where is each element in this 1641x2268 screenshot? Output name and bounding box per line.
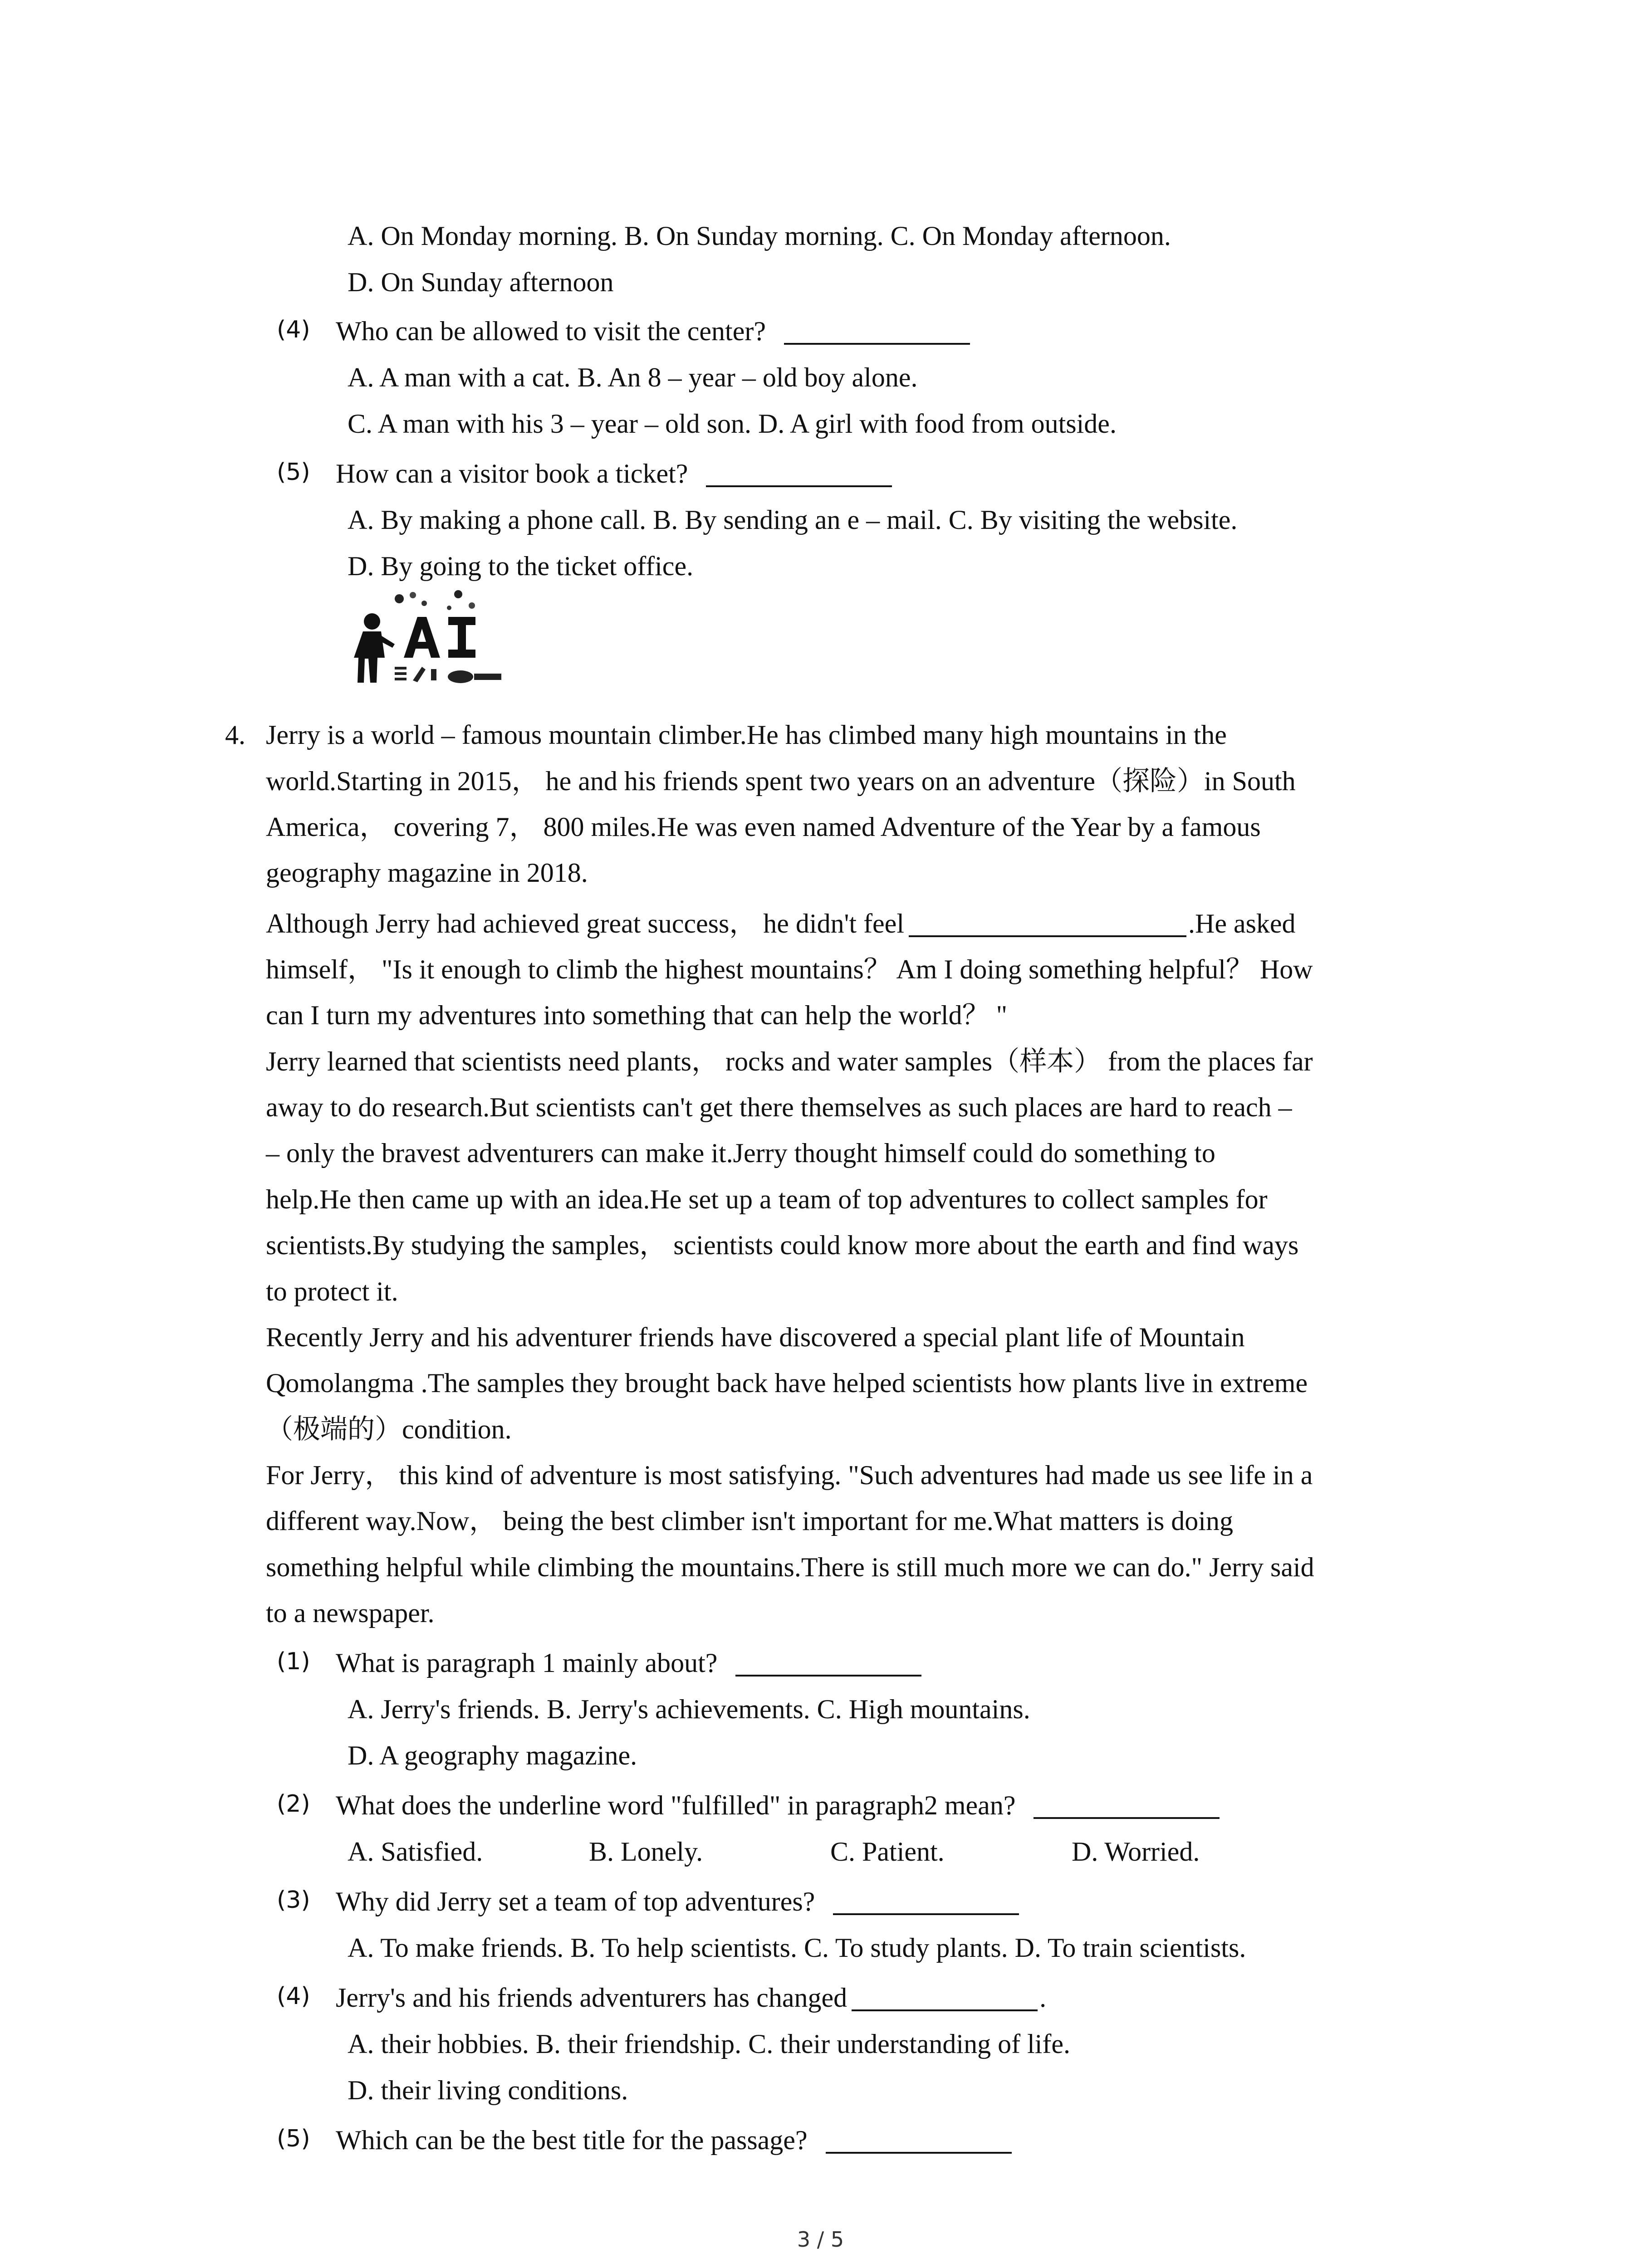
passage-line: America， covering 7， 800 miles.He was even named Adventure of the Year by a famous xyxy=(266,812,1261,842)
q4-sub5-question xyxy=(277,2126,1012,2154)
sub-question-number: (5) xyxy=(277,459,310,486)
answer-blank[interactable] xyxy=(784,320,970,345)
passage-line: himself， "Is it enough to climb the highest mountains？ Am I doing something helpful？ How xyxy=(266,954,1313,984)
passage-line: different way.Now， being the best climber isn't important for me.What matters is doing xyxy=(266,1506,1233,1536)
sub-question-end: . xyxy=(1039,1983,1047,2013)
passage-line: Jerry is a world – famous mountain climber.He has climbed many high mountains in the xyxy=(266,720,1227,750)
q4-sub4-question xyxy=(277,1984,1046,2011)
answer-blank[interactable] xyxy=(852,1987,1038,2011)
passage-line: Qomolangma .The samples they brought back have helped scientists how plants live in extreme xyxy=(266,1368,1308,1398)
passage-line: to protect it. xyxy=(266,1276,398,1306)
passage-blank[interactable] xyxy=(909,913,1186,937)
answer-blank[interactable] xyxy=(826,2129,1012,2154)
q3-sub5-question xyxy=(277,460,892,487)
ai-figure-logo-icon xyxy=(345,590,517,687)
page-number: 3 / 5 xyxy=(797,2227,844,2252)
sub-question-number: (2) xyxy=(277,1790,310,1818)
passage-line: something helpful while climbing the mountains.There is still much more we can do." Jerry said xyxy=(266,1552,1314,1582)
q4-sub4-options-row-2: D. their living conditions. xyxy=(348,2075,628,2105)
answer-blank[interactable] xyxy=(1034,1794,1220,1819)
q4-sub3-question xyxy=(277,1888,1019,1915)
answer-blank[interactable] xyxy=(706,463,892,487)
q3-options-row-1: A. On Monday morning. B. On Sunday morning. C. On Monday afternoon. xyxy=(348,221,1171,251)
sub-question-number: (5) xyxy=(277,2125,310,2152)
q3-sub5-options-row-2: D. By going to the ticket office. xyxy=(348,551,694,581)
passage-line: help.He then came up with an idea.He set up a team of top adventures to collect samples for xyxy=(266,1184,1268,1214)
q3-options-row-2: D. On Sunday afternoon xyxy=(348,267,614,297)
passage-line: Jerry learned that scientists need plants， rocks and water samples（样本） from the places far xyxy=(266,1046,1313,1076)
sub-question-stem: What is paragraph 1 mainly about? xyxy=(336,1648,718,1678)
sub-question-stem: Who can be allowed to visit the center? xyxy=(336,316,766,346)
passage-line: Recently Jerry and his adventurer friends have discovered a special plant life of Mountain xyxy=(266,1322,1245,1352)
q4-sub4-options-row-1: A. their hobbies. B. their friendship. C. their understanding of life. xyxy=(348,2029,1071,2059)
passage-text: Although Jerry had achieved great success， he didn't feel xyxy=(266,909,904,938)
sub-question-stem: Which can be the best title for the passage? xyxy=(336,2125,808,2155)
passage-line: world.Starting in 2015， he and his friends spent two years on an adventure（探险）in South xyxy=(266,766,1296,796)
q4-sub1-options-row-2: D. A geography magazine. xyxy=(348,1740,637,1770)
passage-line: scientists.By studying the samples， scientists could know more about the earth and find ways xyxy=(266,1230,1299,1260)
passage-line: – only the bravest adventurers can make it.Jerry thought himself could do something to xyxy=(266,1138,1215,1168)
sub-question-number: (4) xyxy=(277,316,310,343)
q3-sub4-options-row-1: A. A man with a cat. B. An 8 – year – old boy alone. xyxy=(348,362,918,392)
sub-question-stem: How can a visitor book a ticket? xyxy=(336,459,688,489)
sub-question-stem: Why did Jerry set a team of top adventures? xyxy=(336,1887,815,1916)
answer-blank[interactable] xyxy=(735,1652,921,1677)
sub-question-stem: What does the underline word "fulfilled" in paragraph2 mean? xyxy=(336,1790,1016,1820)
passage-line: to a newspaper. xyxy=(266,1598,435,1628)
q4-sub3-options-row-1: A. To make friends. B. To help scientists. C. To study plants. D. To train scientists. xyxy=(348,1933,1246,1963)
q4-sub2-option-b: B. Lonely. xyxy=(589,1837,703,1867)
q4-sub2-question xyxy=(277,1792,1220,1819)
sub-question-stem: Jerry's and his friends adventurers has changed xyxy=(336,1983,847,2013)
passage-line: away to do research.But scientists can't get there themselves as such places are hard to reach – xyxy=(266,1092,1292,1122)
sub-question-number: (1) xyxy=(277,1648,310,1675)
q4-sub1-question xyxy=(277,1649,921,1677)
passage-line: For Jerry， this kind of adventure is most satisfying. "Such adventures had made us see life in a xyxy=(266,1460,1313,1490)
passage-line: can I turn my adventures into something that can help the world？ " xyxy=(266,1000,1008,1030)
q3-sub5-options-row-1: A. By making a phone call. B. By sending an e – mail. C. By visiting the website. xyxy=(348,505,1238,535)
q3-sub4-options-row-2: C. A man with his 3 – year – old son. D. A girl with food from outside. xyxy=(348,409,1117,439)
passage-line: （极端的）condition. xyxy=(266,1414,512,1444)
answer-blank[interactable] xyxy=(833,1891,1019,1915)
q4-sub2-option-a: A. Satisfied. xyxy=(348,1837,483,1867)
passage-line-with-blank xyxy=(266,910,1296,937)
sub-question-number: (3) xyxy=(277,1887,310,1914)
passage-text: .He asked xyxy=(1188,909,1296,938)
passage-line: geography magazine in 2018. xyxy=(266,858,588,888)
q4-sub1-options-row-1: A. Jerry's friends. B. Jerry's achievements. C. High mountains. xyxy=(348,1694,1030,1724)
q4-sub2-option-d: D. Worried. xyxy=(1072,1837,1200,1867)
question-number: 4. xyxy=(225,720,245,750)
sub-question-number: (4) xyxy=(277,1983,310,2010)
q3-sub4-question xyxy=(277,318,970,345)
q4-sub2-option-c: C. Patient. xyxy=(830,1837,945,1867)
